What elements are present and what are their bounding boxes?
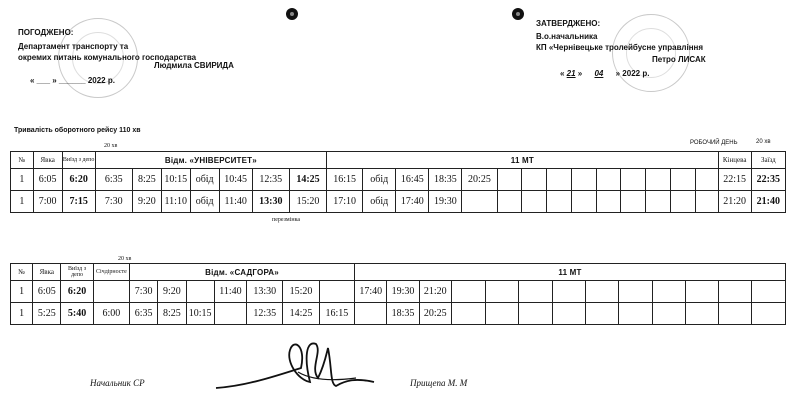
table-cell: 20:25	[462, 169, 497, 191]
header-num: №	[11, 264, 33, 281]
table-cell	[462, 191, 497, 213]
table-cell	[619, 303, 652, 325]
table-cell: 12:35	[252, 169, 289, 191]
table-cell: 1	[11, 169, 34, 191]
table-cell: 14:25	[283, 303, 319, 325]
table-cell: 1	[11, 191, 34, 213]
approval-left-date: « ___ » ______ 2022 р.	[30, 76, 115, 85]
table-cell	[695, 169, 718, 191]
table-cell: 20:25	[419, 303, 451, 325]
header-rezerv: Січдірносте	[93, 264, 129, 281]
table-cell	[214, 303, 246, 325]
approval-right-line2: КП «Чернівецьке тролейбусне управління	[536, 43, 704, 52]
table-cell: 21:40	[751, 191, 785, 213]
table1-interval: 20 хв	[104, 143, 118, 149]
table-cell: 10:15	[161, 169, 190, 191]
table-cell	[552, 303, 585, 325]
table-cell: 12:35	[247, 303, 283, 325]
header-route: 11 МТ	[355, 264, 786, 281]
table-cell: 17:40	[396, 191, 429, 213]
approval-right-line1: В.о.начальника	[536, 32, 598, 41]
header-yavka: Явка	[33, 152, 62, 169]
table-cell: 6:00	[93, 303, 129, 325]
table-cell	[621, 191, 646, 213]
approval-left-line1: Департамент транспорту та	[18, 42, 129, 51]
table-cell: 14:25	[289, 169, 326, 191]
table-cell	[519, 303, 552, 325]
approval-left-signatory: Людмила СВИРИДА	[154, 61, 234, 70]
table-cell	[486, 281, 519, 303]
table-cell: 13:30	[247, 281, 283, 303]
table-cell: 18:35	[429, 169, 462, 191]
header-end: Кінцева	[718, 152, 751, 169]
table-cell: обід	[363, 169, 396, 191]
table-cell	[752, 303, 786, 325]
table-cell	[596, 169, 621, 191]
table-cell: 5:25	[33, 303, 61, 325]
approval-left-block	[18, 27, 278, 63]
table-cell: 21:20	[419, 281, 451, 303]
table-cell	[652, 303, 685, 325]
table-cell: 1	[11, 281, 33, 303]
table-cell	[571, 169, 596, 191]
table-cell	[719, 303, 752, 325]
table-cell	[451, 303, 485, 325]
table-cell	[571, 191, 596, 213]
table-cell	[586, 303, 619, 325]
table-cell: 6:05	[33, 169, 62, 191]
table-cell	[670, 191, 695, 213]
table-cell: 16:15	[319, 303, 354, 325]
header-title: Відм. «УНІВЕРСИТЕТ»	[95, 152, 326, 169]
table-cell: 21:20	[718, 191, 751, 213]
table-cell	[596, 191, 621, 213]
approval-right-date: « 21 » 04 » 2022 р.	[560, 69, 650, 78]
table-cell	[670, 169, 695, 191]
approval-right-block	[536, 18, 786, 53]
table-cell	[519, 281, 552, 303]
header-arrive: Заїзд	[751, 152, 785, 169]
table2-header-row	[11, 264, 786, 281]
approval-right-signatory: Петро ЛИСАК	[652, 55, 706, 64]
table-cell	[497, 191, 522, 213]
table-cell	[486, 303, 519, 325]
schedule-table-sadhora	[10, 263, 786, 325]
table-cell: 6:20	[62, 169, 95, 191]
table-cell: обід	[190, 191, 219, 213]
table-cell	[652, 281, 685, 303]
table-cell: 16:45	[396, 169, 429, 191]
table-cell	[451, 281, 485, 303]
table-cell: 9:20	[132, 191, 161, 213]
table-cell	[685, 281, 718, 303]
table-cell	[497, 169, 522, 191]
table-cell: 22:35	[751, 169, 785, 191]
table-cell	[586, 281, 619, 303]
table-cell: 9:20	[158, 281, 186, 303]
table-cell: 7:00	[33, 191, 62, 213]
signature-drawing	[206, 328, 381, 400]
table-cell: обід	[363, 191, 396, 213]
approval-right-date-day: 21	[566, 69, 576, 78]
table-cell	[547, 191, 572, 213]
table-cell: 10:45	[219, 169, 252, 191]
table-cell	[522, 191, 547, 213]
table-cell: 6:05	[33, 281, 61, 303]
table1-header-row	[11, 152, 786, 169]
schedule-table-universytet	[10, 151, 786, 213]
table-cell: 10:15	[186, 303, 214, 325]
table-cell: 8:25	[158, 303, 186, 325]
header-yavka: Явка	[33, 264, 61, 281]
signature-left-label: Начальник СР	[90, 378, 145, 388]
header-title: Відм. «САДГОРА»	[130, 264, 355, 281]
table-row	[11, 281, 786, 303]
table-row	[11, 303, 786, 325]
table-cell	[646, 191, 671, 213]
table-cell: 11:40	[214, 281, 246, 303]
table-cell: 18:35	[387, 303, 419, 325]
table-cell	[552, 281, 585, 303]
table-cell: 16:15	[327, 169, 363, 191]
table-cell: 19:30	[387, 281, 419, 303]
table-cell: 1	[11, 303, 33, 325]
table-row	[11, 191, 786, 213]
table-row	[11, 169, 786, 191]
table-cell: 17:40	[355, 281, 387, 303]
table-cell	[93, 281, 129, 303]
approval-left-line2: окремих питань комунального господарства	[18, 53, 197, 62]
table-cell: обід	[190, 169, 219, 191]
table-cell	[522, 169, 547, 191]
table-cell	[685, 303, 718, 325]
table-cell: 7:30	[130, 281, 158, 303]
table-cell: 22:15	[718, 169, 751, 191]
table-cell: 11:10	[161, 191, 190, 213]
table-cell: 7:15	[62, 191, 95, 213]
table-cell: 15:20	[289, 191, 326, 213]
table-cell: 19:30	[429, 191, 462, 213]
table2-interval: 20 хв	[118, 256, 132, 262]
table-cell	[621, 169, 646, 191]
approval-right-date-year: 2022 р.	[622, 69, 650, 78]
trip-duration: Тривалість оборотного рейсу 110 хв	[14, 127, 141, 134]
working-day-interval: 20 хв	[756, 139, 771, 145]
working-day-label: РОБОЧИЙ ДЕНЬ	[690, 140, 738, 146]
header-depart: Виїзд з депо	[61, 264, 93, 281]
table-cell: 15:20	[283, 281, 319, 303]
table-cell: 8:25	[132, 169, 161, 191]
approval-right-heading: ЗАТВЕРДЖЕНО:	[536, 19, 601, 28]
table-cell: 6:20	[61, 281, 93, 303]
table-cell: 13:30	[252, 191, 289, 213]
table-cell	[719, 281, 752, 303]
table-cell	[186, 281, 214, 303]
table-cell: 5:40	[61, 303, 93, 325]
approval-left-heading: ПОГОДЖЕНО:	[18, 28, 74, 37]
table-cell: 6:35	[95, 169, 132, 191]
header-depart: Виїзд з депо	[62, 152, 95, 169]
table-cell: 7:30	[95, 191, 132, 213]
table-cell: 6:35	[130, 303, 158, 325]
table-cell	[547, 169, 572, 191]
header-num: №	[11, 152, 34, 169]
table-cell	[752, 281, 786, 303]
table1-note: перезмінка	[272, 217, 301, 223]
table-cell	[319, 281, 354, 303]
approval-right-date-month: 04	[594, 69, 604, 78]
punch-hole-icon	[512, 8, 524, 20]
signature-right-label: Прищепа М. М	[410, 378, 468, 388]
table-cell: 17:10	[327, 191, 363, 213]
table-cell	[355, 303, 387, 325]
table-cell: 11:40	[219, 191, 252, 213]
table-cell	[619, 281, 652, 303]
table-cell	[695, 191, 718, 213]
header-route: 11 МТ	[327, 152, 719, 169]
table-cell	[646, 169, 671, 191]
punch-hole-icon	[286, 8, 298, 20]
